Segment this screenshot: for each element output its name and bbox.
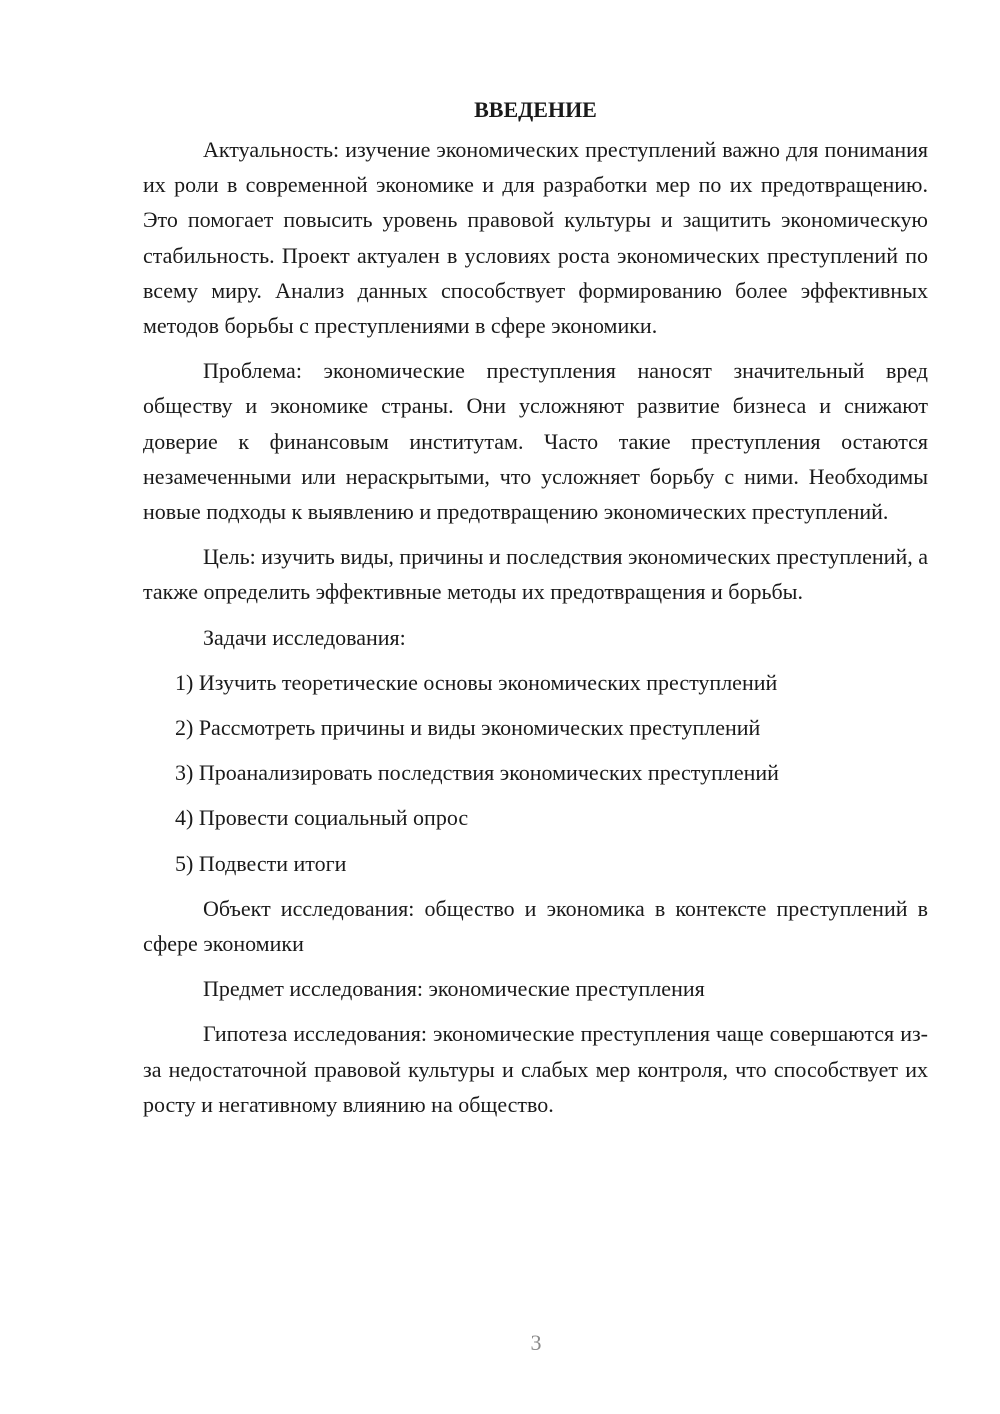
paragraph-problem: Проблема: экономические преступления наносят значительный вред обществу и экономике страны. Они усложняют развитие бизнеса и снижают доверие к финансовым институтам. Часто такие преступления остаются незамеченными или нераскрытыми, что усложняет борьбу с ними. Необходимы новые подходы к выявлению и предотвращению экономических преступлений.	[143, 358, 928, 525]
list-item: 2) Рассмотреть причины и виды экономических преступлений	[175, 715, 761, 741]
paragraph-hypothesis: Гипотеза исследования: экономические преступления чаще совершаются из-за недостаточной правовой культуры и слабых мер контроля, что способствует их росту и негативному влиянию на общество.	[143, 1021, 928, 1117]
page-number: 3	[530, 1330, 542, 1355]
paragraph-tasks-intro: Задачи исследования:	[203, 624, 406, 650]
paragraph-subject: Предмет исследования: экономические преступления	[203, 976, 705, 1002]
list-item: 3) Проанализировать последствия экономических преступлений	[175, 760, 779, 786]
list-item: 5) Подвести итоги	[175, 850, 347, 876]
list-item: 1) Изучить теоретические основы экономических преступлений	[175, 669, 778, 695]
tasks-list	[143, 665, 928, 881]
document-page	[143, 92, 928, 1132]
paragraph-relevance: Актуальность: изучение экономических преступлений важно для понимания их роли в современной экономике и для разработки мер по их предотвращению. Это помогает повысить уровень правовой культуры и защитить экономическую стабильность. Проект актуален в условиях роста экономических преступлений по всему миру. Анализ данных способствует формированию более эффективных методов борьбы с преступлениями в сфере экономики.	[143, 137, 928, 339]
paragraph-goal: Цель: изучить виды, причины и последствия экономических преступлений, а также определить эффективные методы их предотвращения и борьбы.	[143, 544, 928, 605]
page-title: ВВЕДЕНИЕ	[474, 97, 597, 122]
paragraph-object: Объект исследования: общество и экономика в контексте преступлений в сфере экономики	[143, 895, 928, 957]
list-item: 4) Провести социальный опрос	[175, 805, 469, 831]
